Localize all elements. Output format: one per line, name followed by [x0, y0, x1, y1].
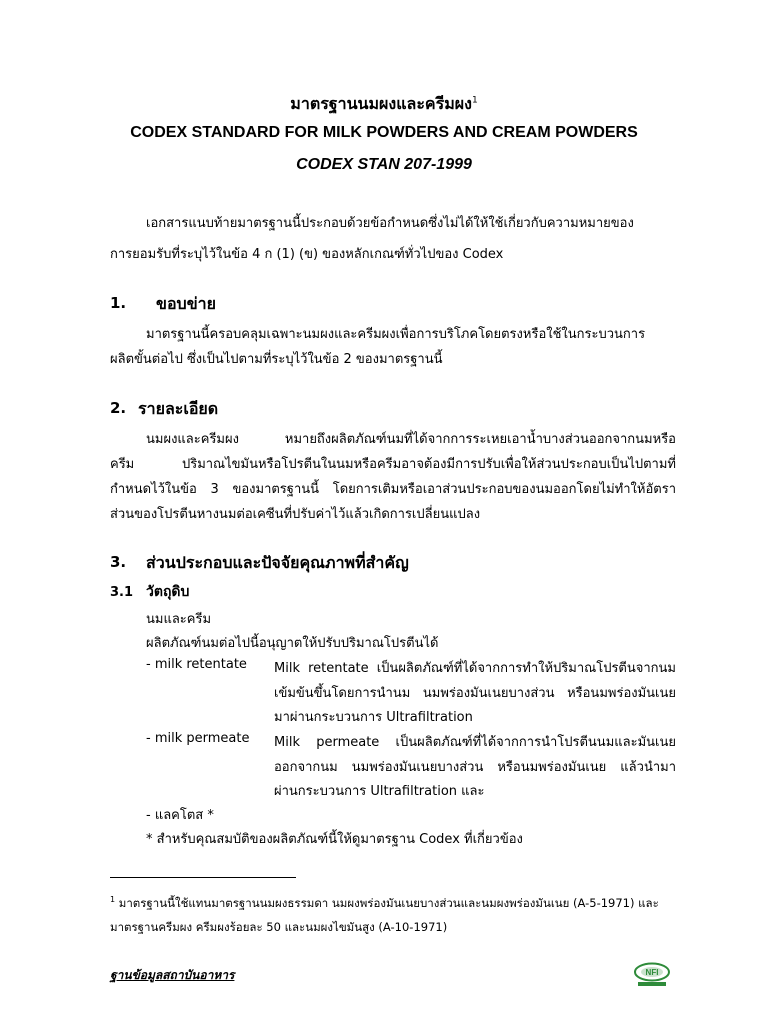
list-item-term: - milk permeate: [146, 731, 250, 746]
nfi-logo-icon: [632, 962, 672, 988]
list-item-line: มาผ่านกระบวนการ Ultrafiltration: [274, 710, 473, 725]
nfi-logo: [632, 962, 672, 988]
section-2-line-4: ส่วนของโปรตีนหางนมต่อเคซีนที่ปรับค่าไว้แล้วเกิดการเปลี่ยนแปลง: [110, 507, 481, 522]
document-title-english: CODEX STANDARD FOR MILK POWDERS AND CREAM POWDERS: [130, 124, 638, 141]
intro-line-2: การยอมรับที่ระบุไว้ในข้อ 4 ก (1) (ข) ของหลักเกณฑ์ทั่วไปของ Codex: [110, 247, 504, 262]
list-item-line: Milk permeate เป็นผลิตภัณฑ์ที่ได้จากการนำโปรตีนนมและมันเนย: [274, 735, 676, 750]
footnote-line-1: $^1$ มาตรฐานนี้ใช้แทนมาตรฐานนมผงธรรมดา นมผงพร่องมันเนยบางส่วนและนมผงพร่องมันเนย (A-5-1971) และ: [110, 895, 659, 910]
section-1-line-2: ผลิตขั้นต่อไป ซึ่งเป็นไปตามที่ระบุไว้ในข้อ 2 ของมาตรฐานนี้: [110, 352, 443, 367]
footnote-line-2: มาตรฐานครีมผง ครีมผงร้อยละ 50 และนมผงไขมันสูง (A-10-1971): [110, 920, 448, 934]
list-item-line: Milk retentate เป็นผลิตภัณฑ์ที่ได้จากการทำให้ปริมาณโปรตีนจากนม: [274, 661, 676, 676]
footnote-mark: 1: [110, 895, 116, 905]
raw-material-line-1: นมและครีม: [146, 612, 212, 627]
lactose-note: * สำหรับคุณสมบัติของผลิตภัณฑ์นี้ให้ดูมาตรฐาน Codex ที่เกี่ยวข้อง: [146, 832, 523, 847]
footer-source: ฐานข้อมูลสถาบันอาหาร: [110, 968, 235, 982]
section-1-number: 1.: [110, 294, 127, 312]
lactose-item: - แลคโตส *: [146, 808, 214, 823]
logo-text: NFI: [645, 968, 659, 977]
section-2-line-2: ครีม ปริมาณไขมันหรือโปรตีนในนมหรือครีมอาจต้องมีการปรับเพื่อให้ส่วนประกอบเป็นไปตามที่: [110, 457, 676, 472]
intro-line-1: เอกสารแนบท้ายมาตรฐานนี้ประกอบด้วยข้อกำหนดซึ่งไม่ได้ให้ใช้เกี่ยวกับความหมายของ: [146, 216, 634, 231]
section-2-number: 2.: [110, 399, 127, 417]
section-3-number: 3.: [110, 553, 127, 571]
list-item-line: ผ่านกระบวนการ Ultrafiltration และ: [274, 784, 485, 799]
raw-material-line-2: ผลิตภัณฑ์นมต่อไปนี้อนุญาตให้ปรับปริมาณโปรตีนได้: [146, 636, 439, 651]
section-3-title: ส่วนประกอบและปัจจัยคุณภาพที่สำคัญ: [146, 553, 409, 572]
section-2-line-3: กำหนดไว้ในข้อ 3 ของมาตรฐานนี้ โดยการเติมหรือเอาส่วนประกอบของนมออกโดยไม่ทำให้อัตรา: [110, 482, 676, 497]
document-title-thai: มาตรฐานนมผงและครีมผง$^1$: [290, 94, 478, 113]
section-1-title: ขอบข่าย: [156, 294, 216, 313]
title-footnote-mark: 1: [471, 95, 478, 106]
standard-number: CODEX STAN 207-1999: [296, 156, 472, 173]
footnote-divider: [110, 877, 296, 878]
section-1-line-1: มาตรฐานนี้ครอบคลุมเฉพาะนมผงและครีมผงเพื่อการบริโภคโดยตรงหรือใช้ในกระบวนการ: [146, 327, 646, 342]
subsection-3-1-number: 3.1: [110, 585, 134, 600]
list-item-term: - milk retentate: [146, 657, 247, 672]
section-2-line-1: นมผงและครีมผง หมายถึงผลิตภัณฑ์นมที่ได้จากการระเหยเอาน้ำบางส่วนออกจากนมหรือ: [146, 432, 676, 447]
list-item-line: เข้มข้นขึ้นโดยการนำนม นมพร่องมันเนยบางส่วน หรือนมพร่องมันเนย: [274, 686, 676, 701]
list-item-line: ออกจากนม นมพร่องมันเนยบางส่วน หรือนมพร่องมันเนย แล้วนำมา: [274, 760, 676, 775]
subsection-3-1-title: วัตถุดิบ: [146, 584, 190, 600]
section-2-title: รายละเอียด: [138, 399, 219, 418]
